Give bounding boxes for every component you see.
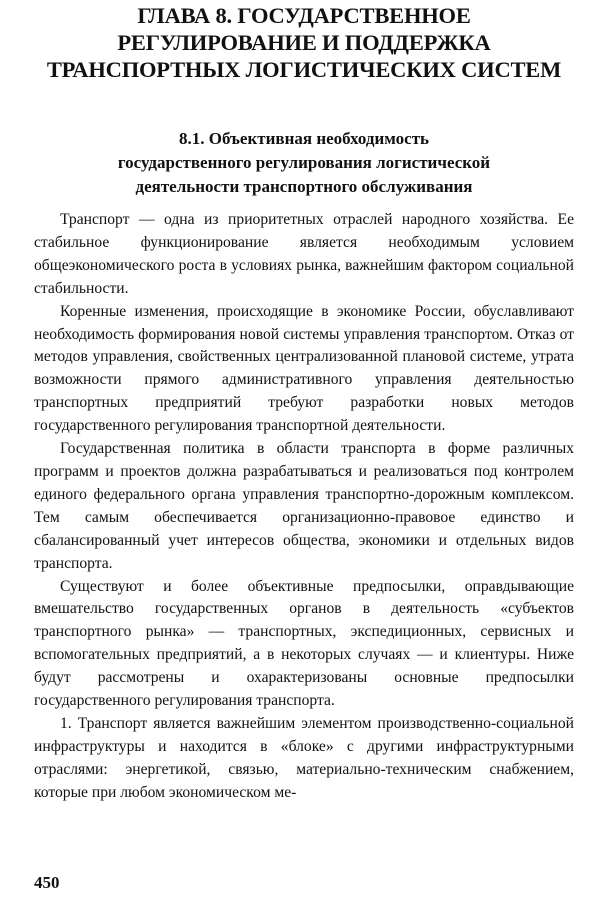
paragraph-state-policy: Государственная политика в области транспорта в форме различных программ и проектов должна разрабатываться и реализоваться под контролем единого федерального органа управления транспортно-дорожным комплексом. Тем самым обеспечивается организационно-правовое единство и сбалансированный учет интересов общества, экономики и отдельных видов транспорта.: [34, 440, 574, 572]
section-title-line: деятельности транспортного обслуживания: [135, 177, 473, 196]
paragraph-objective-prerequisites: Существуют и более объективные предпосылки, оправдывающие вмешательство государственных органов в деятельность «субъектов транспортного рынка» — транспортных, экспедиционных, сервисных и вспомогательных предприятий, а в некоторых случаях — и клиентуры. Ниже будут рассмотрены и охарактеризованы основные предпосылки государственного регулирования транспорта.: [34, 577, 574, 710]
paragraph-infrastructure-element: 1. Транспорт является важнейшим элементом производственно-социальной инфраструктуры и находится в «блоке» с другими инфраструктурными отраслями: энергетикой, связью, материально-техническим снабжением, которые при любом экономическом ме-: [34, 714, 574, 801]
chapter-title-line: ТРАНСПОРТНЫХ ЛОГИСТИЧЕСКИХ СИСТЕМ: [46, 57, 562, 82]
chapter-title-line: ГЛАВА 8. ГОСУДАРСТВЕННОЕ: [137, 3, 471, 28]
paragraph-transport-priority: Транспорт — одна из приоритетных отраслей народного хозяйства. Ее стабильное функционирование является необходимым условием общеэкономического роста в условиях рынка, важнейшим фактором социальной стабильности.: [34, 211, 574, 297]
chapter-title: [34, 0, 574, 83]
section-title-line: 8.1. Объективная необходимость: [178, 129, 430, 148]
body-text: [34, 209, 574, 805]
section-title-line: государственного регулирования логистической: [117, 153, 491, 172]
paragraph-radical-changes: Коренные изменения, происходящие в экономике России, обуславливают необходимость формирования новой системы управления транспортом. Отказ от методов управления, свойственных централизованной плановой системе, утрата возможности прямого административного управления деятельностью транспортных предприятий требуют разработки новых методов государственного регулирования транспортной деятельности.: [34, 302, 574, 435]
chapter-title-line: РЕГУЛИРОВАНИЕ И ПОДДЕРЖКА: [117, 30, 491, 55]
page-number: 450: [34, 873, 60, 892]
section-title: [34, 127, 574, 199]
